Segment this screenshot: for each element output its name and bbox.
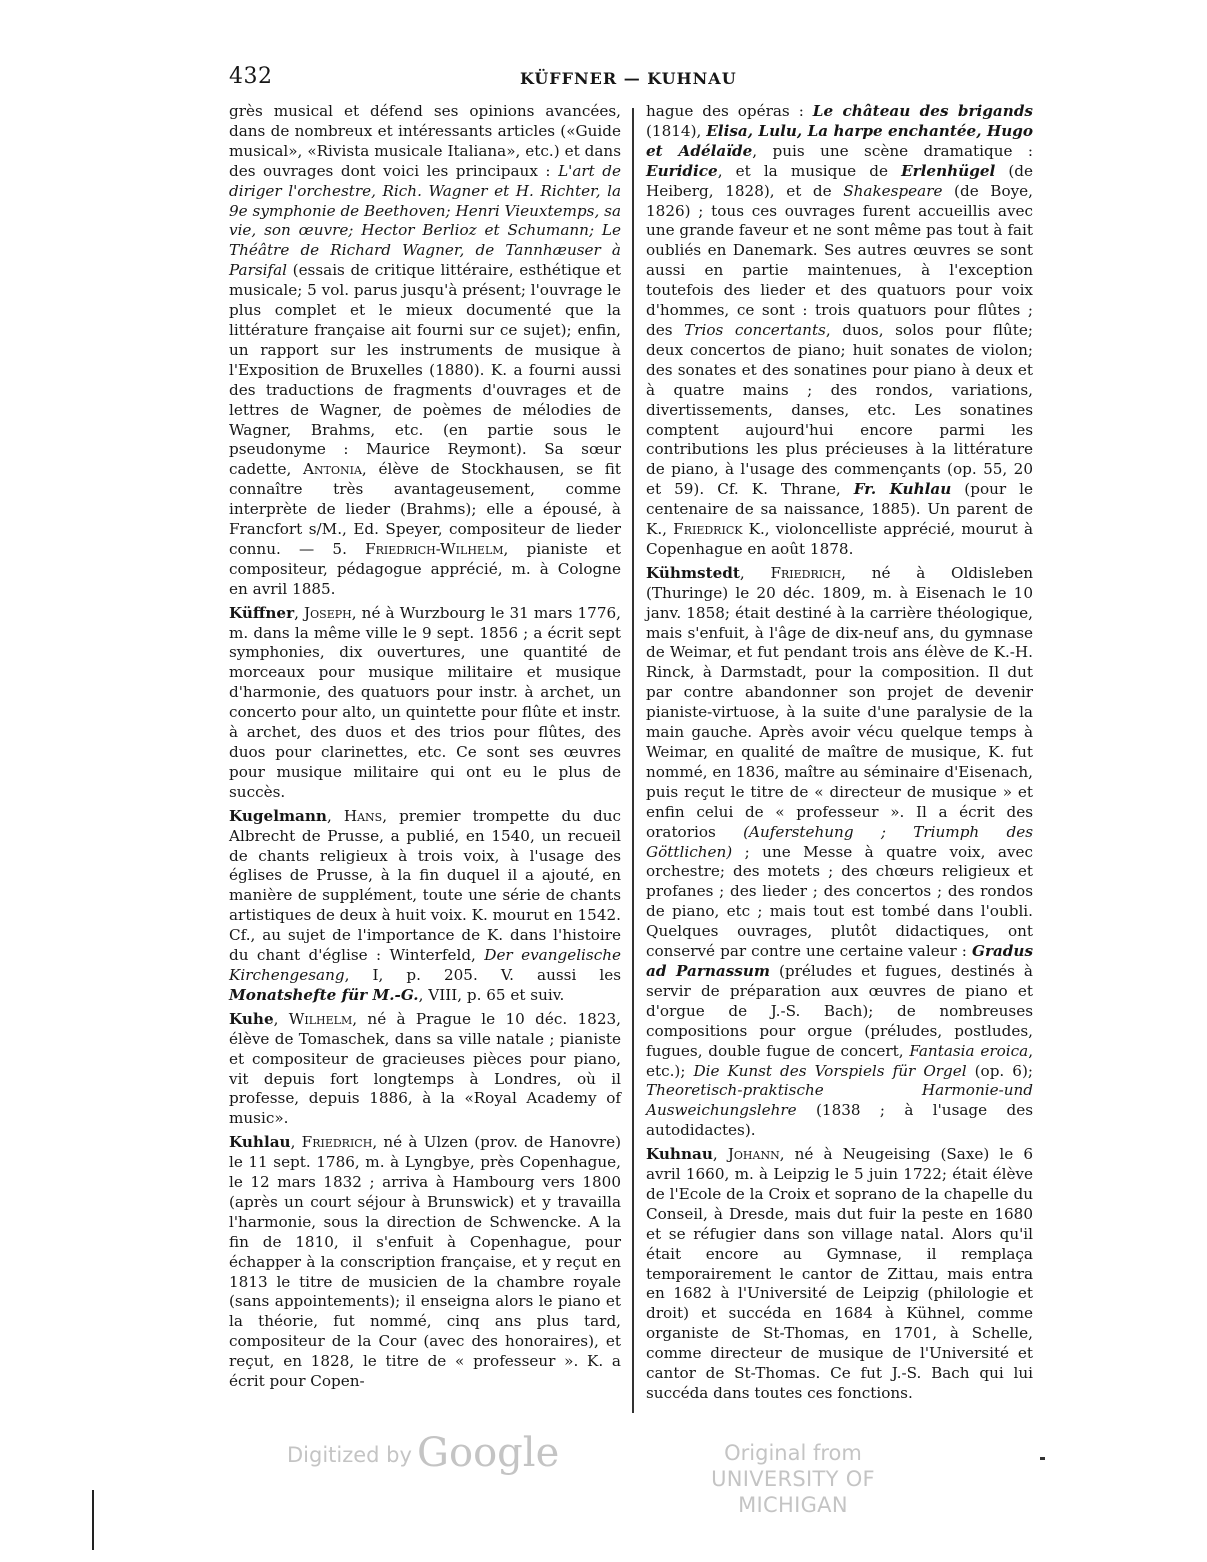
headword: Kühmstedt xyxy=(646,563,740,582)
work-title: Le château des brigands xyxy=(812,102,1033,120)
headword: Kuhe xyxy=(229,1009,274,1028)
entry-kuhnau xyxy=(646,1145,1033,1404)
text: (1814), xyxy=(646,121,707,140)
text: hague des opéras : xyxy=(646,102,813,120)
person-name: Antonia xyxy=(303,460,362,479)
text: , duos, solos pour flûte; deux concertos de piano; huit sonates de violon; des sonates et des sonatines pour piano à deux et à quatre mains ; des rondos, variations, divertissements, danses, etc. Les sonatines comptent aujourd'hui encore parmi les contributions les plus précieuses à la littérature de piano, à l'usage des commençants (op. 55, 20 et 59). Cf. K. Thrane, xyxy=(646,320,1033,499)
work-title: Fantasia eroica xyxy=(909,1041,1029,1060)
text: K., violoncelliste apprécié, mourut à Copenhague en août 1878. xyxy=(646,520,1033,558)
text: ; une Messe à quatre voix, avec orchestre; des motets ; des chœurs religieux et profanes ; des lieder ; des concertos ; des rondos de piano, etc ; mais tout est tombé dans l'oubli. Quelques ouvrages, plutôt didactiques, ont conservé par contre une certaine valeur : xyxy=(646,842,1033,961)
entry-kuffner xyxy=(229,604,621,803)
work-title: Der evangelische Kirchengesang xyxy=(229,946,621,984)
work-title: Shakespeare xyxy=(843,181,943,200)
work-title: Elisa, Lulu, La harpe enchantée, Hugo et Adélaïde xyxy=(646,121,1033,160)
text: , et la musique de xyxy=(717,161,902,180)
text: (essais de critique littéraire, esthétique et musicale; 5 vol. parus jusqu'à présent; l'ouvrage le plus complet et le mieux documenté que la littérature française ait fourni sur ce sujet); enfin, un rapport sur les instruments de musique à l'Exposition de Bruxelles (1880). K. a fourni aussi des traductions de fragments d'ouvrages et de lettres de Wagner, de poèmes de mélodies de Wagner, Brahms, etc. (en partie sous le pseudonyme : Maurice Reymont). Sa sœur cadette, xyxy=(229,261,622,479)
text: , né à Oldisleben (Thuringe) le 20 déc. 1809, m. à Eisenach le 10 janv. 1858; était destiné à la carrière théologique, mais s'enfuit, à l'âge de dix-neuf ans, du gymnase de Weimar, et fut pendant trois ans élève de K.-H. Rinck, à Darmstadt, pour la composition. Il dut par contre abandonner son projet de devenir pianiste-virtuose, à la suite d'une paralysie de la main gauche. Après avoir vécu quelque temps à Weimar, en qualité de maître de musique, K. fut nommé, en 1836, maître au séminaire d'Eisenach, puis reçut le titre de « directeur de musique » et enfin celui de « professeur ». Il a écrit des oratorios xyxy=(646,563,1034,841)
running-head: KÜFFNER — KUHNAU xyxy=(520,69,737,88)
person-name: Friedrick xyxy=(673,520,743,539)
headword: Kuhnau xyxy=(646,1145,713,1164)
digitized-prefix: Digitized by xyxy=(287,1443,412,1467)
first-name: Joseph xyxy=(304,603,352,622)
entry-kuhmstedt xyxy=(646,564,1033,1141)
entry-continuation xyxy=(229,102,621,600)
text: , premier trompette du duc Albrecht de Prusse, a publié, en 1540, un recueil de chants religieux à trois voix, à l'usage des églises de Prusse, à la fin duquel il a ajouté, en manière de supplément, toute une série de chants artistiques de deux à huit voix. K. mourut en 1542. Cf., au sujet de l'importance de K. dans l'histoire du chant d'église : Winterfeld, xyxy=(229,806,621,965)
left-column xyxy=(229,102,621,1396)
person-name: Friedrich-Wilhelm xyxy=(365,539,504,558)
work-title: Euridice xyxy=(646,161,718,180)
work-title: (Auferstehung ; Triumph des Göttlichen) xyxy=(646,822,1033,861)
text: , né à Neugeising (Saxe) le 6 avril 1660, m. à Leipzig le 5 juin 1722; était élève de l'Ecole de la Croix et soprano de la chapelle du Conseil, à Dresde, mais dut fuir la peste en 1680 et se réfugier dans son village natal. Alors qu'il était encore au Gymnase, il remplaça temporairement le cantor de Zittau, mais entra en 1682 à l'Université de Leipzig (philologie et droit) et succéda en 1684 à Kühnel, comme organiste de St-Thomas, en 1701, à Schelle, comme directeur de musique de l'Université et cantor de St-Thomas. Ce fut J.-S. Bach qui lui succéda dans toutes ces fonctions. xyxy=(646,1145,1034,1402)
text: (pour le centenaire de sa naissance, 1885). Un parent de K., xyxy=(646,480,1033,539)
work-title: Erlenhügel xyxy=(901,161,996,180)
text: , I, p. 205. V. aussi les xyxy=(344,965,621,984)
first-name: Wilhelm xyxy=(288,1009,353,1028)
text: , xyxy=(712,1145,728,1164)
original-from-watermark xyxy=(668,1440,918,1518)
text: , pianiste et compositeur, pédagogue apprécié, m. à Cologne en avril 1885. xyxy=(229,539,621,598)
text: , élève de Stockhausen, se fit connaître très avantageusement, comme interprète de lieder (Brahms); elle a épousé, à Francfort s/M., Ed. Speyer, compositeur de lieder connu. — 5. xyxy=(229,460,621,558)
work-title: Monatshefte für M.-G. xyxy=(229,985,419,1004)
first-name: Friedrich xyxy=(301,1133,373,1152)
headword: Kuhlau xyxy=(229,1133,291,1152)
work-title: Gradus ad Parnassum xyxy=(646,942,1033,980)
text: , xyxy=(290,1133,302,1152)
text: , xyxy=(739,563,771,582)
text: (préludes et fugues, destinés à servir de préparation aux œuvres de piano et d'orgue de J.-S. Bach); de nombreuses compositions pour orgue (préludes, postludes, fugues, double fugue de concert, xyxy=(646,961,1033,1060)
first-name: Hans xyxy=(343,806,383,825)
text: , né à Ulzen (prov. de Hanovre) le 11 sept. 1786, m. à Lyngbye, près Copenhague, le 12 mars 1832 ; arriva à Hambourg vers 1800 (après un court séjour à Brunswick) et y travailla l'harmonie, sous la direction de Schwencke. A la fin de 1810, il s'enfuit à Copenhague, pour échapper à la conscription française, et y reçut en 1813 le titre de musicien de la chambre royale (sans appointements); il enseigna alors le piano et la théorie, fut nommé, cinq ans plus tard, compositeur de la Cour (avec des honoraires), et reçut, en 1828, le titre de « professeur ». K. a écrit pour Copen- xyxy=(229,1133,622,1391)
column-divider xyxy=(632,108,634,1413)
university-label: UNIVERSITY OF MICHIGAN xyxy=(711,1467,875,1517)
first-name: Johann xyxy=(727,1145,780,1164)
work-title: Trios concertants xyxy=(684,320,826,339)
work-title: Die Kunst des Vorspiels für Orgel xyxy=(693,1061,967,1080)
text: grès musical et défend ses opinions avancées, dans de nombreux et intéressants articles («Guide musical», «Rivista musicale Italiana», etc.) et dans des ouvrages dont voici les principaux : xyxy=(229,102,621,180)
text: , etc.); xyxy=(646,1041,1034,1080)
first-name: Friedrich xyxy=(770,563,842,582)
digitized-by-watermark xyxy=(287,1430,559,1476)
text: (1838 ; à l'usage des autodidactes). xyxy=(646,1101,1033,1140)
headword: Küffner xyxy=(229,603,295,622)
text: , VIII, p. 65 et suiv. xyxy=(418,985,565,1004)
text: , xyxy=(326,806,344,825)
headword: Kugelmann xyxy=(229,806,327,825)
entry-kugelmann xyxy=(229,807,621,1006)
entry-kuhlau xyxy=(229,1133,621,1392)
original-from-label: Original from xyxy=(724,1441,862,1465)
work-title: Fr. Kuhlau xyxy=(853,480,952,499)
google-logo: Google xyxy=(417,1430,560,1476)
text: (de Boye, 1826) ; tous ces ouvrages furent accueillis avec une grande faveur et ne sont même pas tout à fait oubliés en Danemark. Ses autres œuvres se sont aussi en partie maintenues, à l'exception toutefois des lieder et des quatuors pour voix d'hommes, ce sont : trois quatuors pour flûtes ; des xyxy=(646,181,1033,339)
entry-kuhlau-continuation xyxy=(646,102,1033,560)
text: (op. 6); xyxy=(966,1061,1033,1080)
text: , xyxy=(294,603,305,622)
text: , xyxy=(273,1009,289,1028)
entry-kuhe xyxy=(229,1010,621,1129)
text: (de Heiberg, 1828), et de xyxy=(646,161,1033,200)
text: , né à Wurzbourg le 31 mars 1776, m. dans la même ville le 9 sept. 1856 ; a écrit sept symphonies, dix ouvertures, une quantité de morceaux pour musique militaire et musique d'harmonie, des quatuors pour instr. à archet, un concerto pour alto, un quintette pour flûte et instr. à archet, des duos et des trios pour flûtes, des duos pour clarinettes, etc. Ce sont ses œuvres pour musique militaire qui ont eu le plus de succès. xyxy=(229,603,621,801)
work-title: Theoretisch-praktische Harmonie-und Ausweichungslehre xyxy=(646,1081,1033,1120)
text: , puis une scène dramatique : xyxy=(752,141,1033,160)
scan-dot-mark xyxy=(1040,1457,1045,1460)
text: , né à Prague le 10 déc. 1823, élève de Tomaschek, dans sa ville natale ; pianiste et compositeur de gracieuses pièces pour piano, vit depuis fort longtemps à Londres, où il professe, depuis 1886, à la «Royal Academy of music». xyxy=(229,1009,621,1128)
scan-edge-mark xyxy=(92,1490,94,1550)
work-titles: L'art de diriger l'orchestre, Rich. Wagner et H. Richter, la 9e symphonie de Beethoven; Henri Vieuxtemps, sa vie, son œuvre; Hector Berlioz et Schumann; Le Théâtre de Richard Wagner, de Tannhæuser à Parsifal xyxy=(229,161,621,280)
page-number: 432 xyxy=(229,64,273,89)
right-column xyxy=(646,102,1033,1408)
